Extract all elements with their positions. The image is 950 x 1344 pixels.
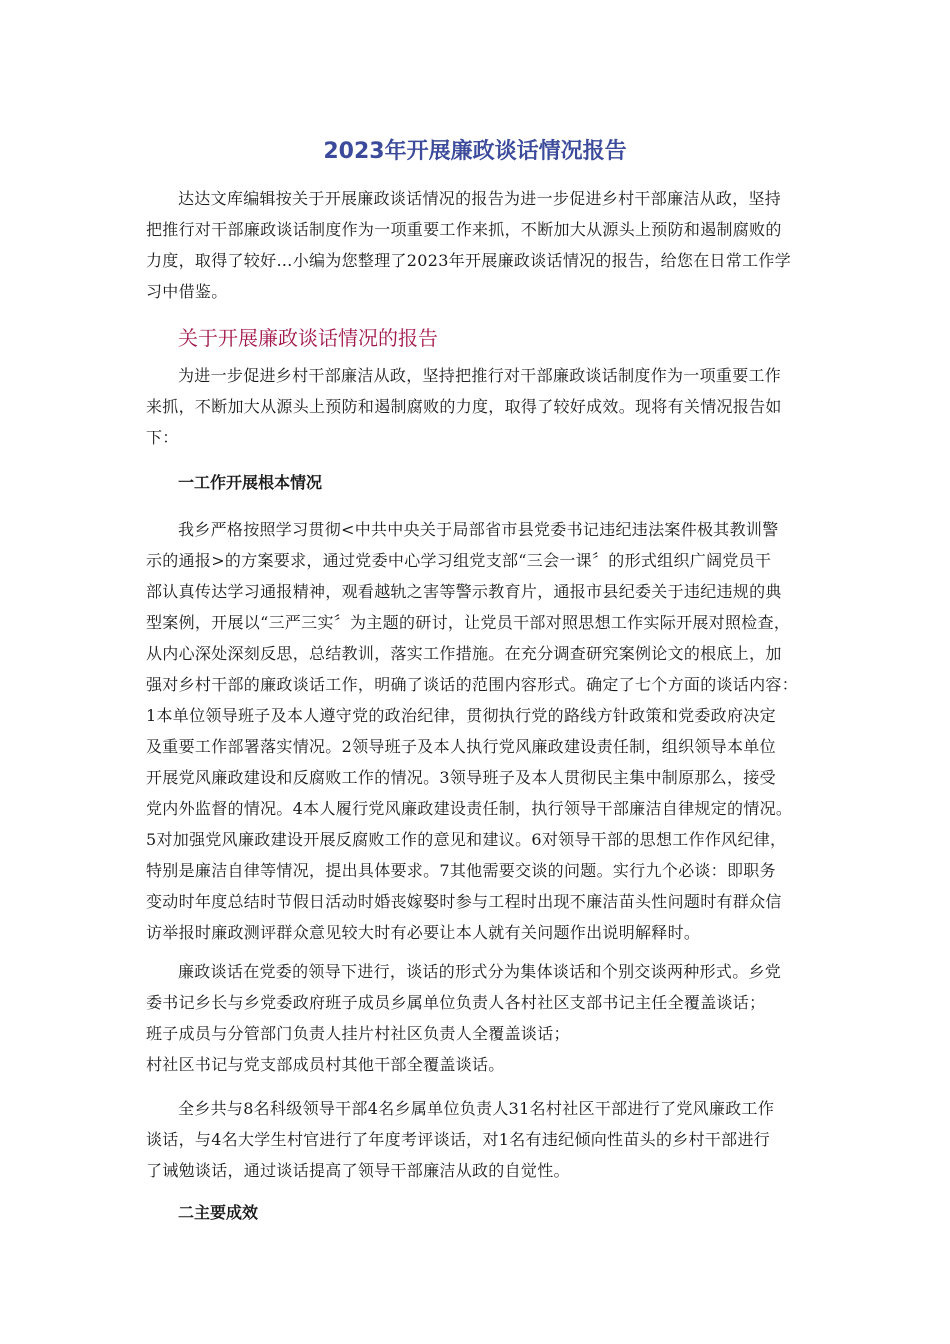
paragraph-line: 及重要工作部署落实情况。2领导班子及本人执行党风廉政建设责任制，组织领导本单位: [146, 737, 776, 756]
paragraph-line: 我乡严格按照学习贯彻<中共中央关于局部省市县党委书记违纪违法案件极其教训警: [178, 520, 779, 539]
paragraph-line: 特别是廉洁自律等情况，提出具体要求。7其他需要交谈的问题。实行九个必谈：即职务: [146, 861, 776, 880]
report-subtitle: 关于开展廉政谈话情况的报告: [178, 326, 438, 350]
paragraph-line: 访举报时廉政测评群众意见较大时有必要让本人就有关问题作出说明解释时。: [146, 923, 701, 942]
paragraph-line: 强对乡村干部的廉政谈话工作，明确了谈话的范围内容形式。确定了七个方面的谈话内容：: [146, 675, 799, 694]
section-heading-2: 二主要成效: [178, 1203, 259, 1222]
paragraph-line: 党内外监督的情况。4本人履行党风廉政建设责任制，执行领导干部廉洁自律规定的情况。: [146, 799, 793, 818]
paragraph-line: 下：: [146, 428, 179, 447]
paragraph-line: 班子成员与分管部门负责人挂片村社区负责人全覆盖谈话；: [146, 1024, 570, 1043]
paragraph-line: 示的通报>的方案要求，通过党委中心学习组党支部“三会一课〞的形式组织广阔党员干: [146, 551, 772, 570]
intro-line: 习中借鉴。: [146, 282, 228, 301]
paragraph-line: 谈话，与4名大学生村官进行了年度考评谈话，对1名有违纪倾向性苗头的乡村干部进行: [146, 1130, 771, 1149]
paragraph-line: 了诫勉谈话，通过谈话提高了领导干部廉洁从政的自觉性。: [146, 1161, 570, 1180]
paragraph-line: 全乡共与8名科级领导干部4名乡属单位负责人31名村社区干部进行了党风廉政工作: [178, 1099, 775, 1118]
paragraph-line: 变动时年度总结时节假日活动时婚丧嫁娶时参与工程时出现不廉洁苗头性问题时有群众信: [146, 892, 782, 911]
paragraph-line: 委书记乡长与乡党委政府班子成员乡属单位负责人各村社区支部书记主任全覆盖谈话；: [146, 993, 766, 1012]
paragraph-line: 为进一步促进乡村干部廉洁从政，坚持把推行对干部廉政谈话制度作为一项重要工作: [178, 366, 782, 385]
paragraph-implementation: [146, 514, 814, 948]
paragraph-line: 5对加强党风廉政建设开展反腐败工作的意见和建议。6对领导干部的思想工作作风纪律，: [146, 830, 787, 849]
paragraph-line: 村社区书记与党支部成员村其他干部全覆盖谈话。: [146, 1055, 505, 1074]
intro-line: 把推行对干部廉政谈话制度作为一项重要工作来抓，不断加大从源头上预防和遏制腐败的: [146, 220, 782, 239]
paragraph-line: 来抓，不断加大从源头上预防和遏制腐败的力度，取得了较好成效。现将有关情况报告如: [146, 397, 782, 416]
paragraph-purpose: [146, 360, 808, 453]
paragraph-line: 1本单位领导班子及本人遵守党的政治纪律，贯彻执行党的路线方针政策和党委政府决定: [146, 706, 776, 725]
document-title: 2023年开展廉政谈话情况报告: [323, 139, 627, 164]
paragraph-statistics: [146, 1093, 808, 1186]
section-heading-1: 一工作开展根本情况: [178, 473, 323, 492]
paragraph-line: 从内心深处深刻反思，总结教训，落实工作措施。在充分调查研究案例论文的根底上，加: [146, 644, 782, 663]
intro-line: 力度，取得了较好…小编为您整理了2023年开展廉政谈话情况的报告，给您在日常工作学: [146, 251, 792, 270]
paragraph-line: 部认真传达学习通报精神，观看越轨之害等警示教育片，通报市县纪委关于违纪违规的典: [146, 582, 782, 601]
paragraph-line: 型案例，开展以“三严三实〞为主题的研讨，让党员干部对照思想工作实际开展对照检查，: [146, 613, 791, 632]
paragraph-line: 开展党风廉政建设和反腐败工作的情况。3领导班子及本人贯彻民主集中制原那么，接受: [146, 768, 776, 787]
intro-line: 达达文库编辑按关于开展廉政谈话情况的报告为进一步促进乡村干部廉洁从政，坚持: [178, 189, 782, 208]
paragraph-talk-forms: [146, 956, 808, 1080]
intro-paragraph: [146, 183, 808, 307]
paragraph-line: 廉政谈话在党委的领导下进行，谈话的形式分为集体谈话和个别交谈两种形式。乡党: [178, 962, 782, 981]
